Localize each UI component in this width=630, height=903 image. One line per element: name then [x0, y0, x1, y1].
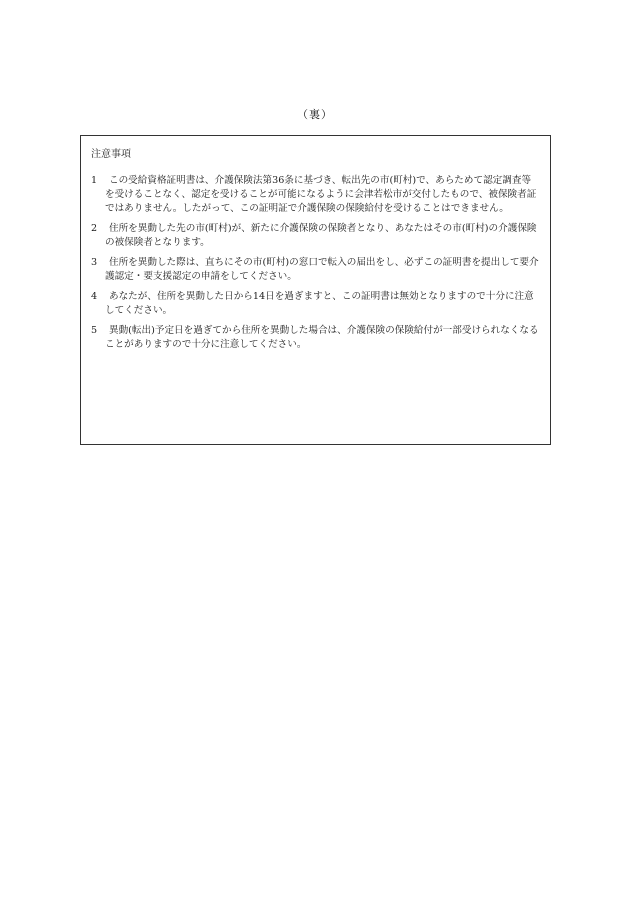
notes-box: [80, 135, 551, 445]
note-number: 1: [91, 175, 98, 186]
note-text: 住所を異動した先の市(町村)が、新たに介護保険の保険者となり、あなたはその市(町村)の介護保険の被保険者となります。: [105, 223, 537, 248]
note-number: 5: [91, 325, 98, 336]
notes-title: 注意事項: [91, 149, 131, 160]
note-item-1: [91, 174, 540, 216]
page-heading: （裏）: [297, 108, 333, 121]
note-text: あなたが、住所を異動した日から14日を過ぎますと、この証明書は無効となりますので十分に注意してください。: [105, 291, 534, 316]
note-item-5: [91, 324, 540, 352]
note-item-2: [91, 222, 540, 250]
note-item-3: [91, 256, 540, 284]
note-text: 異動(転出)予定日を過ぎてから住所を異動した場合は、介護保険の保険給付が一部受けられなくなることがありますので十分に注意してください。: [105, 325, 539, 350]
note-number: 2: [91, 223, 98, 234]
note-text: 住所を異動した際は、直ちにその市(町村)の窓口で転入の届出をし、必ずこの証明書を提出して要介護認定・要支援認定の申請をしてください。: [105, 257, 539, 282]
note-item-4: [91, 290, 540, 318]
note-number: 3: [91, 257, 98, 268]
note-number: 4: [91, 291, 98, 302]
note-text: この受給資格証明書は、介護保険法第36条に基づき、転出先の市(町村)で、あらためて認定調査等を受けることなく、認定を受けることが可能になるように会津若松市が交付したもので、被保険者証ではありません。したがって、この証明証で介護保険の保険給付を受けることはできません。: [105, 175, 537, 214]
